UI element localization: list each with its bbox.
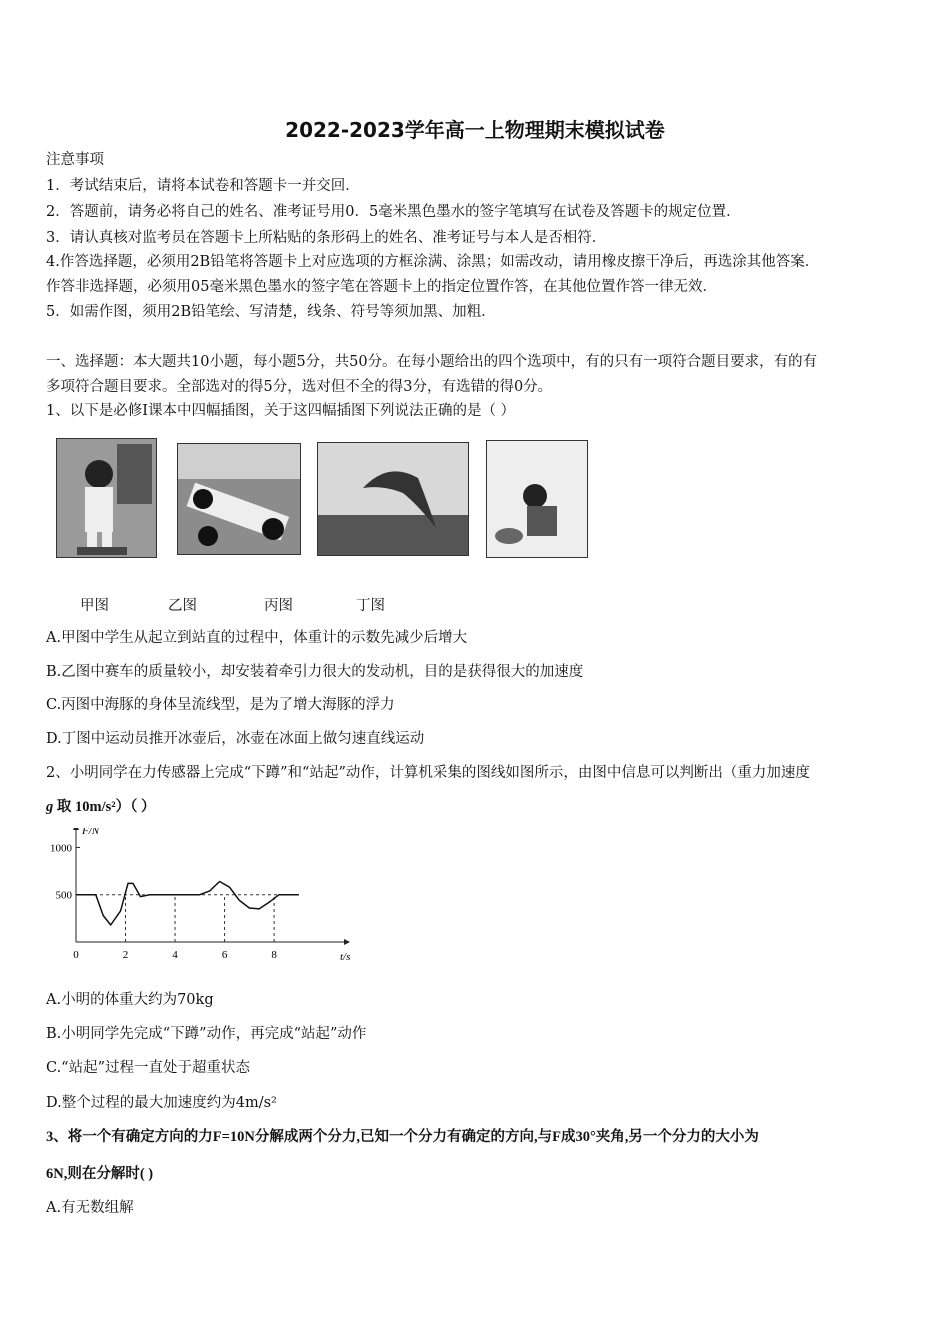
q2-stem: 2、小明同学在力传感器上完成“下蹲”和“站起”动作，计算机采集的图线如图所示，由图中信息可以判断出（重力加速度: [46, 765, 810, 781]
x-axis-label: t/s: [340, 951, 350, 963]
photo-student-scale: [56, 438, 157, 558]
q1-stem: 1、以下是必修Ⅰ课本中四幅插图，关于这四幅插图下列说法正确的是（ ）: [46, 403, 516, 419]
note-item: 4.作答选择题，必须用2B铅笔将答题卡上对应选项的方框涂满、涂黑；如需改动，请用橡皮擦干净后，再选涂其他答案．: [46, 254, 820, 270]
x-tick-label: 8: [271, 949, 277, 961]
note-item: 作答非选择题，必须用05毫米黑色墨水的签字笔在答题卡上的指定位置作答，在其他位置作答一律无效．: [46, 279, 717, 295]
x-tick-label: 2: [122, 949, 129, 961]
photo-curling: [486, 440, 588, 558]
y-tick-label: 500: [55, 889, 72, 902]
note-item: 2．答题前，请务必将自己的姓名、准考证号用0．5毫米黑色墨水的签字笔填写在试卷及答题卡的规定位置．: [46, 204, 741, 220]
y-axis-label: F/N: [82, 828, 100, 837]
q3-stem-cont: 6N,则在分解时( ): [46, 1166, 154, 1182]
section-heading-cont: 多项符合题目要求。全部选对的得5分，选对但不全的得3分，有选错的得0分。: [46, 379, 553, 395]
q3-option-a: A.有无数组解: [46, 1200, 134, 1216]
q1-option-c: C.丙图中海豚的身体呈流线型，是为了增大海豚的浮力: [46, 697, 395, 713]
section-heading: 一、选择题：本大题共10小题，每小题5分，共50分。在每小题给出的四个选项中，有的只有一项符合题目要求，有的有: [46, 354, 818, 370]
y-axis-arrow: [73, 828, 79, 830]
photo-race-car: [177, 443, 301, 555]
q3-stem: 3、将一个有确定方向的力F=10N分解成两个分力,已知一个分力有确定的方向,与F成30°夹角,另一个分力的大小为: [46, 1129, 759, 1145]
x-axis-arrow: [344, 939, 350, 945]
q2-option-d: D.整个过程的最大加速度约为4m/s²: [46, 1095, 277, 1111]
force-time-chart: [40, 828, 350, 968]
q1-option-d: D.丁图中运动员推开冰壶后，冰壶在冰面上做匀速直线运动: [46, 731, 425, 747]
page-title: 2022-2023学年高一上物理期末模拟试卷: [285, 118, 665, 142]
q2-option-b: B.小明同学先完成“下蹲”动作，再完成“站起”动作: [46, 1026, 367, 1042]
caption-jia: 甲图: [80, 598, 109, 614]
x-tick-label: 0: [73, 949, 79, 961]
q2-option-a: A.小明的体重大约为70kg: [46, 992, 214, 1008]
caption-ding: 丁图: [356, 598, 385, 614]
y-tick-label: 1000: [50, 842, 72, 855]
caption-bing: 丙图: [264, 598, 293, 614]
x-tick-label: 6: [221, 949, 228, 961]
q2-stem-rest: 取 10m/s²）（ ）: [53, 799, 156, 815]
q2-option-c: C.“站起”过程一直处于超重状态: [46, 1060, 251, 1076]
caption-yi: 乙图: [168, 598, 197, 614]
q1-option-b: B.乙图中赛车的质量较小，却安装着牵引力很大的发动机，目的是获得很大的加速度: [46, 664, 584, 680]
q2-stem-cont: [46, 797, 155, 817]
note-item: 1．考试结束后，请将本试卷和答题卡一并交回．: [46, 178, 360, 194]
q2-g-symbol: g: [46, 799, 54, 815]
note-item: 3．请认真核对监考员在答题卡上所粘贴的条形码上的姓名、准考证号与本人是否相符．: [46, 230, 607, 246]
force-curve: [76, 882, 299, 926]
photo-dolphin: [317, 442, 469, 556]
q1-option-a: A.甲图中学生从起立到站直的过程中，体重计的示数先减少后增大: [46, 630, 468, 646]
notes-heading: 注意事项: [46, 152, 104, 168]
note-item: 5．如需作图，须用2B铅笔绘、写清楚，线条、符号等须加黑、加粗．: [46, 304, 496, 320]
x-tick-label: 4: [172, 949, 178, 961]
